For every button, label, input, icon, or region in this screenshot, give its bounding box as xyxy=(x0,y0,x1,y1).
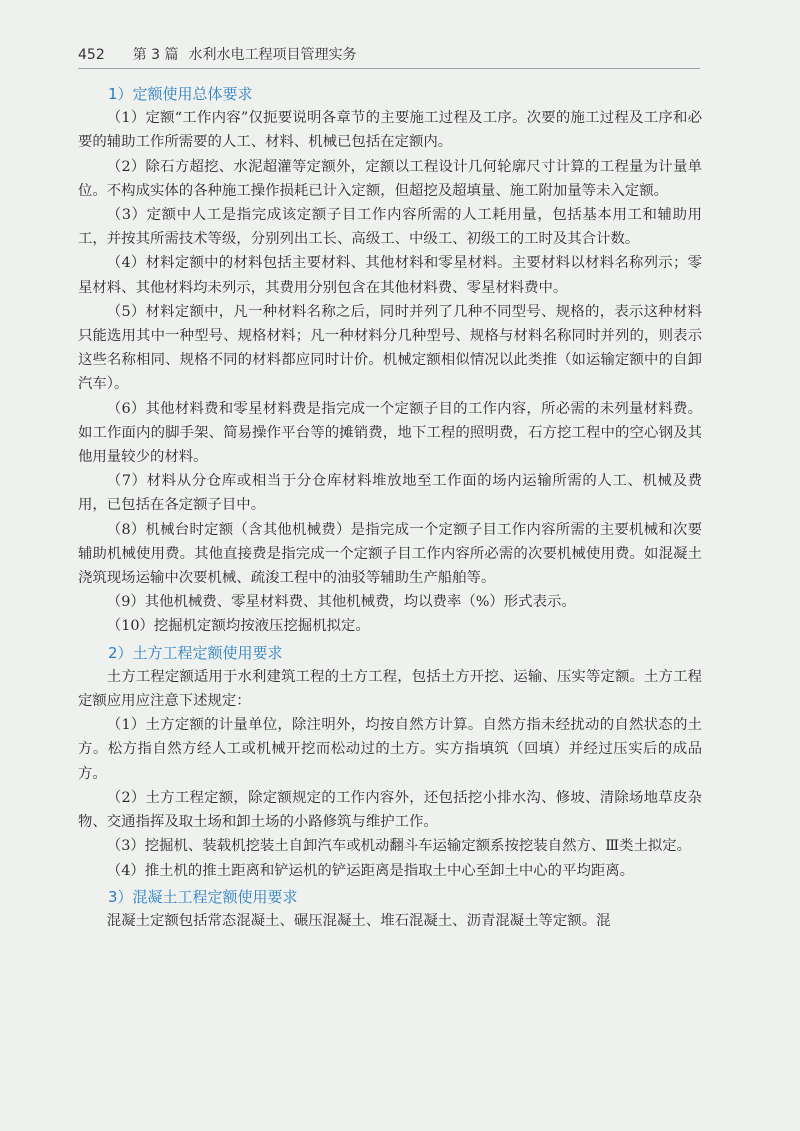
part-label: 第 3 篇 xyxy=(132,47,179,63)
paragraph: （3）挖掘机、装载机挖装土自卸汽车或机动翻斗车运输定额系按挖装自然方、Ⅲ类土拟定。 xyxy=(106,838,692,855)
page-header xyxy=(78,44,718,64)
paragraph: 混凝土定额包括常态混凝土、碾压混凝土、堆石混凝土、沥青混凝土等定额。混 xyxy=(106,912,611,929)
paragraph: （7）材料从分仓库或相当于分仓库材料堆放地至工作面的场内运输所需的人工、机械及费用，已包括在各定额子目中。 xyxy=(78,473,702,514)
page-content xyxy=(78,80,702,933)
paragraph: （1）定额“工作内容”仅扼要说明各章节的主要施工过程及工序。次要的施工过程及工序和必要的辅助工作所需要的人工、材料、机械已包括在定额内。 xyxy=(78,110,702,151)
section-heading: 3）混凝土工程定额使用要求 xyxy=(108,887,298,906)
paragraph: （4）材料定额中的材料包括主要材料、其他材料和零星材料。主要材料以材料名称列示；零星材料、其他材料均未列示，其费用分别包含在其他材料费、零星材料费中。 xyxy=(78,255,702,296)
section-heading: 2）土方工程定额使用要求 xyxy=(108,643,283,662)
paragraph: （1）土方定额的计量单位，除注明外，均按自然方计算。自然方指未经扰动的自然状态的土方。松方指自然方经人工或机械开挖而松动过的土方。实方指填筑（回填）并经过压实后的成品方。 xyxy=(78,717,702,782)
paragraph: （2）土方工程定额，除定额规定的工作内容外，还包括挖小排水沟、修坡、清除场地草皮杂物、交通指挥及取土场和卸土场的小路修筑与维护工作。 xyxy=(78,789,702,831)
header-rule xyxy=(78,68,700,69)
section-heading: 1）定额使用总体要求 xyxy=(108,85,253,103)
paragraph: （6）其他材料费和零星材料费是指完成一个定额子目的工作内容，所必需的未列量材料费。如工作面内的脚手架、简易操作平台等的摊销费，地下工程的照明费，石方挖工程中的空心钢及其他用量较少的材料。 xyxy=(78,400,702,466)
paragraph: （4）推土机的推土距离和铲运机的铲运距离是指取土中心至卸土中心的平均距离。 xyxy=(106,862,635,879)
paragraph: （8）机械台时定额（含其他机械费）是指完成一个定额子目工作内容所需的主要机械和次要辅助机械使用费。其他直接费是指完成一个定额子目工作内容所必需的次要机械使用费。如混凝土浇筑现场运输中次要机械、疏浚工程中的油驳等辅助生产船舶等。 xyxy=(78,521,702,587)
paragraph: （3）定额中人工是指完成该定额子目工作内容所需的人工耗用量，包括基本用工和辅助用工，并按其所需技术等级，分别列出工长、高级工、中级工、初级工的工时及其合计数。 xyxy=(78,207,702,248)
paragraph: （2）除石方超挖、水泥超灌等定额外，定额以工程设计几何轮廓尺寸计算的工程量为计量单位。不构成实体的各种施工操作损耗已计入定额，但超挖及超填量、施工附加量等未入定额。 xyxy=(78,158,702,199)
paragraph: （5）材料定额中，凡一种材料名称之后，同时并列了几种不同型号、规格的，表示这种材料只能选用其中一种型号、规格材料；凡一种材料分几种型号、规格与材料名称同时并列的，则表示这些名称相同、规格不同的材料都应同时计价。机械定额相似情况以此类推（如运输定额中的自卸汽车）。 xyxy=(78,303,702,393)
paragraph: 土方工程定额适用于水利建筑工程的土方工程，包括土方开挖、运输、压实等定额。土方工程定额应用应注意下述规定： xyxy=(78,668,702,710)
book-title: 水利水电工程项目管理实务 xyxy=(188,47,357,63)
paragraph: （9）其他机械费、零星材料费、其他机械费，均以费率（%）形式表示。 xyxy=(106,594,576,611)
page-number: 452 xyxy=(78,47,105,63)
paragraph: （10）挖掘机定额均按液压挖掘机拟定。 xyxy=(106,618,370,635)
